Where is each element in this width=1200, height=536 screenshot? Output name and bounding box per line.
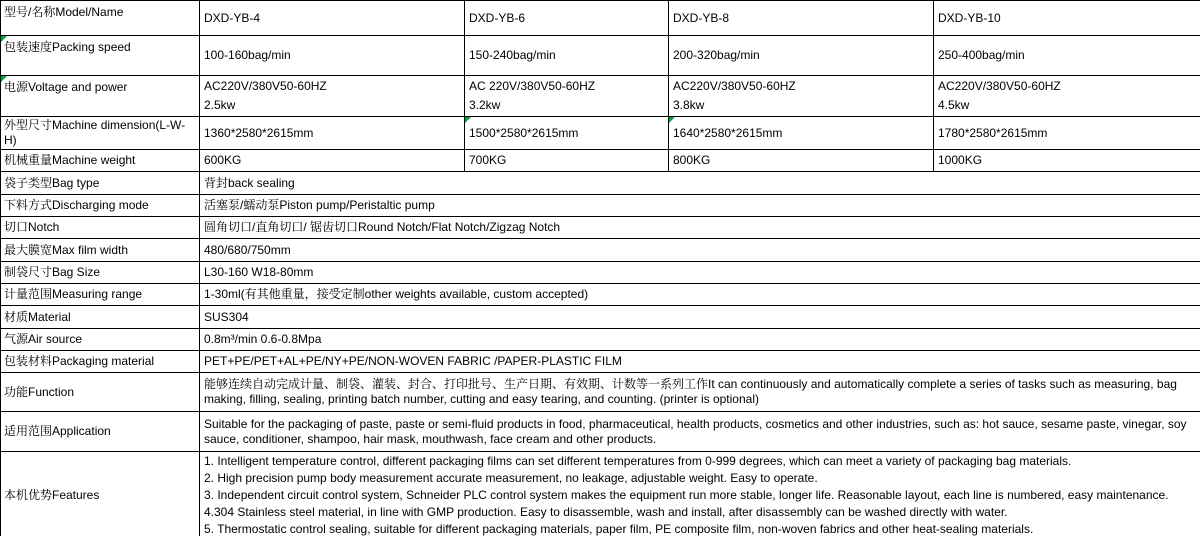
dimension-cell-yb10 [934, 117, 1200, 150]
power-voltage: AC220V/380V50-60HZ [673, 79, 796, 93]
material-value: SUS304 [204, 309, 249, 324]
spec-label-discharging-mode [1, 195, 200, 217]
spec-label-packing-speed [1, 36, 200, 76]
speed-value: 100-160bag/min [204, 48, 291, 62]
dimension-value: 1500*2580*2615mm [469, 125, 579, 140]
spec-label-machine-weight [1, 150, 200, 172]
power-cell-yb10 [934, 76, 1200, 117]
model-cell-yb6 [465, 1, 669, 36]
notch-value-cell [200, 217, 1200, 239]
power-voltage: AC 220V/380V50-60HZ [469, 79, 596, 93]
dimension-cell-yb6 [465, 117, 669, 150]
power-kw: 3.2kw [469, 98, 501, 112]
weight-cell-yb10 [934, 150, 1200, 172]
features-value-cell [200, 452, 1200, 536]
speed-value: 250-400bag/min [938, 48, 1025, 62]
row-bag-type [1, 172, 1200, 195]
dimension-cell-yb8 [669, 117, 934, 150]
row-bag-size [1, 262, 1200, 284]
row-packing-speed [1, 36, 1200, 76]
spec-label-text: 袋子类型Bag type [4, 175, 100, 190]
bag-type-value-cell [200, 172, 1200, 195]
row-machine-weight [1, 150, 1200, 172]
row-machine-dimension [1, 117, 1200, 150]
power-cell-yb8 [669, 76, 934, 117]
material-value-cell [200, 306, 1200, 329]
model-name: DXD-YB-10 [938, 10, 1001, 25]
air-source-value: 0.8m³/min 0.6-0.8Mpa [204, 332, 322, 346]
dimension-value: 1640*2580*2615mm [673, 125, 783, 140]
function-value-cell [200, 373, 1200, 412]
spec-label-machine-dimension [1, 117, 200, 150]
spec-label-text: 适用范围Application [4, 424, 111, 438]
spec-label-text: 机械重量Machine weight [4, 153, 136, 167]
power-kw: 2.5kw [204, 98, 236, 112]
spec-label-material [1, 306, 200, 329]
cell-flag-icon [1, 36, 7, 42]
spec-label-text: 切口Notch [4, 220, 60, 234]
speed-value: 150-240bag/min [469, 48, 556, 62]
function-value: 能够连续自动完成计量、制袋、灌装、封合、打印批号、生产日期、有效期、计数等一系列工作It can continuously and automatically complete a series of tasks such as measuring, bag making, filling, sealing, printing batch number, cutting and easy tearing, and counting. (printer is optional) [204, 377, 1177, 406]
feature-item: 4.304 Stainless steel material, in line with GMP production. Easy to disassemble, wash and install, after disassembly can be washed directly with water. [204, 505, 1008, 519]
row-measuring-range [1, 284, 1200, 306]
speed-cell-yb10 [934, 36, 1200, 76]
dimension-value: 1780*2580*2615mm [938, 125, 1048, 140]
discharging-mode-value: 活塞泵/蠕动泵Piston pump/Peristaltic pump [204, 198, 435, 212]
model-cell-yb10 [934, 1, 1200, 36]
spec-label-bag-type [1, 172, 200, 195]
speed-value: 200-320bag/min [673, 48, 760, 62]
weight-cell-yb4 [200, 150, 465, 172]
row-model [1, 1, 1200, 36]
dimension-value: 1360*2580*2615mm [204, 125, 314, 140]
measuring-range-value-cell [200, 284, 1200, 306]
power-cell-yb4 [200, 76, 465, 117]
notch-value: 圆角切口/直角切口/ 锯齿切口Round Notch/Flat Notch/Zigzag Notch [204, 220, 561, 234]
packaging-material-value-cell [200, 351, 1200, 373]
row-material [1, 306, 1200, 329]
row-application [1, 412, 1200, 452]
spec-label-max-film-width [1, 239, 200, 262]
spec-label-text: 包装速度Packing speed [4, 40, 131, 54]
spec-label-text: 功能Function [4, 384, 75, 399]
speed-cell-yb4 [200, 36, 465, 76]
bag-size-value: L30-160 W18-80mm [204, 265, 314, 279]
row-air-source [1, 329, 1200, 351]
cell-flag-icon [669, 117, 675, 123]
spec-label-model [1, 1, 200, 36]
packaging-material-value: PET+PE/PET+AL+PE/NY+PE/NON-WOVEN FABRIC /PAPER-PLASTIC FILM [204, 354, 622, 368]
feature-item: 3. Independent circuit control system, Schneider PLC control system makes the equipment run more stable, longer life. Reasonable layout, each line is numbered, easy maintenance. [204, 488, 1169, 502]
row-voltage-power [1, 76, 1200, 117]
power-cell-yb6 [465, 76, 669, 117]
spec-label-air-source [1, 329, 200, 351]
application-value: Suitable for the packaging of paste, paste or semi-fluid products in food, pharmaceutical, health products, cosmetics and other industries, such as: hot sauce, sesame paste, vinegar, soy sauce, conditioner, shampoo, hair mask, mouthwash, face cream and other products. [204, 416, 1187, 446]
spec-label-text: 本机优势Features [4, 488, 100, 502]
spec-label-text: 包装材料Packaging material [4, 354, 155, 368]
spec-label-function [1, 373, 200, 412]
row-notch [1, 217, 1200, 239]
feature-item: 2. High precision pump body measurement accurate measurement, no leakage, adjustable weight. Easy to operate. [204, 471, 818, 485]
row-max-film-width [1, 239, 1200, 262]
row-discharging-mode [1, 195, 1200, 217]
spec-label-text: 计量范围Measuring range [4, 287, 143, 301]
cell-flag-icon [465, 117, 471, 123]
model-cell-yb8 [669, 1, 934, 36]
model-name: DXD-YB-8 [673, 10, 730, 25]
weight-value: 1000KG [938, 153, 983, 167]
spec-label-notch [1, 217, 200, 239]
speed-cell-yb6 [465, 36, 669, 76]
row-features [1, 452, 1200, 536]
spec-label-text: 电源Voltage and power [4, 80, 128, 94]
power-kw: 3.8kw [673, 98, 705, 112]
model-name: DXD-YB-4 [204, 10, 261, 25]
model-cell-yb4 [200, 1, 465, 36]
bag-size-value-cell [200, 262, 1200, 284]
spec-label-text: 气源Air source [4, 332, 83, 346]
spec-label-text: 材质Material [4, 309, 71, 324]
feature-item: 5. Thermostatic control sealing, suitable for different packaging materials, paper film, PE composite film, non-woven fabrics and other heat-sealing materials. [204, 522, 1034, 536]
spec-label-text: 制袋尺寸Bag Size [4, 265, 101, 279]
power-kw: 4.5kw [938, 98, 970, 112]
weight-cell-yb8 [669, 150, 934, 172]
measuring-range-value: 1-30ml(有其他重量，接受定制other weights available, custom accepted) [204, 287, 589, 301]
spec-label-bag-size [1, 262, 200, 284]
weight-value: 700KG [469, 153, 507, 167]
spec-label-features [1, 452, 200, 536]
spec-label-text: 最大膜宽Max film width [4, 242, 129, 257]
max-film-width-value-cell [200, 239, 1200, 262]
weight-value: 800KG [673, 153, 711, 167]
spec-label-voltage-power [1, 76, 200, 117]
spec-label-text: 外型尺寸Machine dimension(L-W-H) [4, 118, 186, 147]
model-name: DXD-YB-6 [469, 10, 526, 25]
row-packaging-material [1, 351, 1200, 373]
power-voltage: AC220V/380V50-60HZ [938, 79, 1061, 93]
cell-flag-icon [1, 76, 7, 82]
bag-type-value: 背封back sealing [204, 175, 295, 190]
spec-label-application [1, 412, 200, 452]
spec-label-packaging-material [1, 351, 200, 373]
spec-label-measuring-range [1, 284, 200, 306]
max-film-width-value: 480/680/750mm [204, 242, 291, 257]
weight-cell-yb6 [465, 150, 669, 172]
application-value-cell [200, 412, 1200, 452]
speed-cell-yb8 [669, 36, 934, 76]
weight-value: 600KG [204, 153, 242, 167]
power-voltage: AC220V/380V50-60HZ [204, 79, 327, 93]
row-function [1, 373, 1200, 412]
spec-label-text: 型号/名称Model/Name [4, 5, 124, 19]
spec-label-text: 下料方式Discharging mode [4, 198, 149, 212]
air-source-value-cell [200, 329, 1200, 351]
dimension-cell-yb4 [200, 117, 465, 150]
feature-item: 1. Intelligent temperature control, different packaging films can set different temperatures from 0-999 degrees, which can meet a variety of packaging bag materials. [204, 454, 1072, 468]
discharging-mode-value-cell [200, 195, 1200, 217]
